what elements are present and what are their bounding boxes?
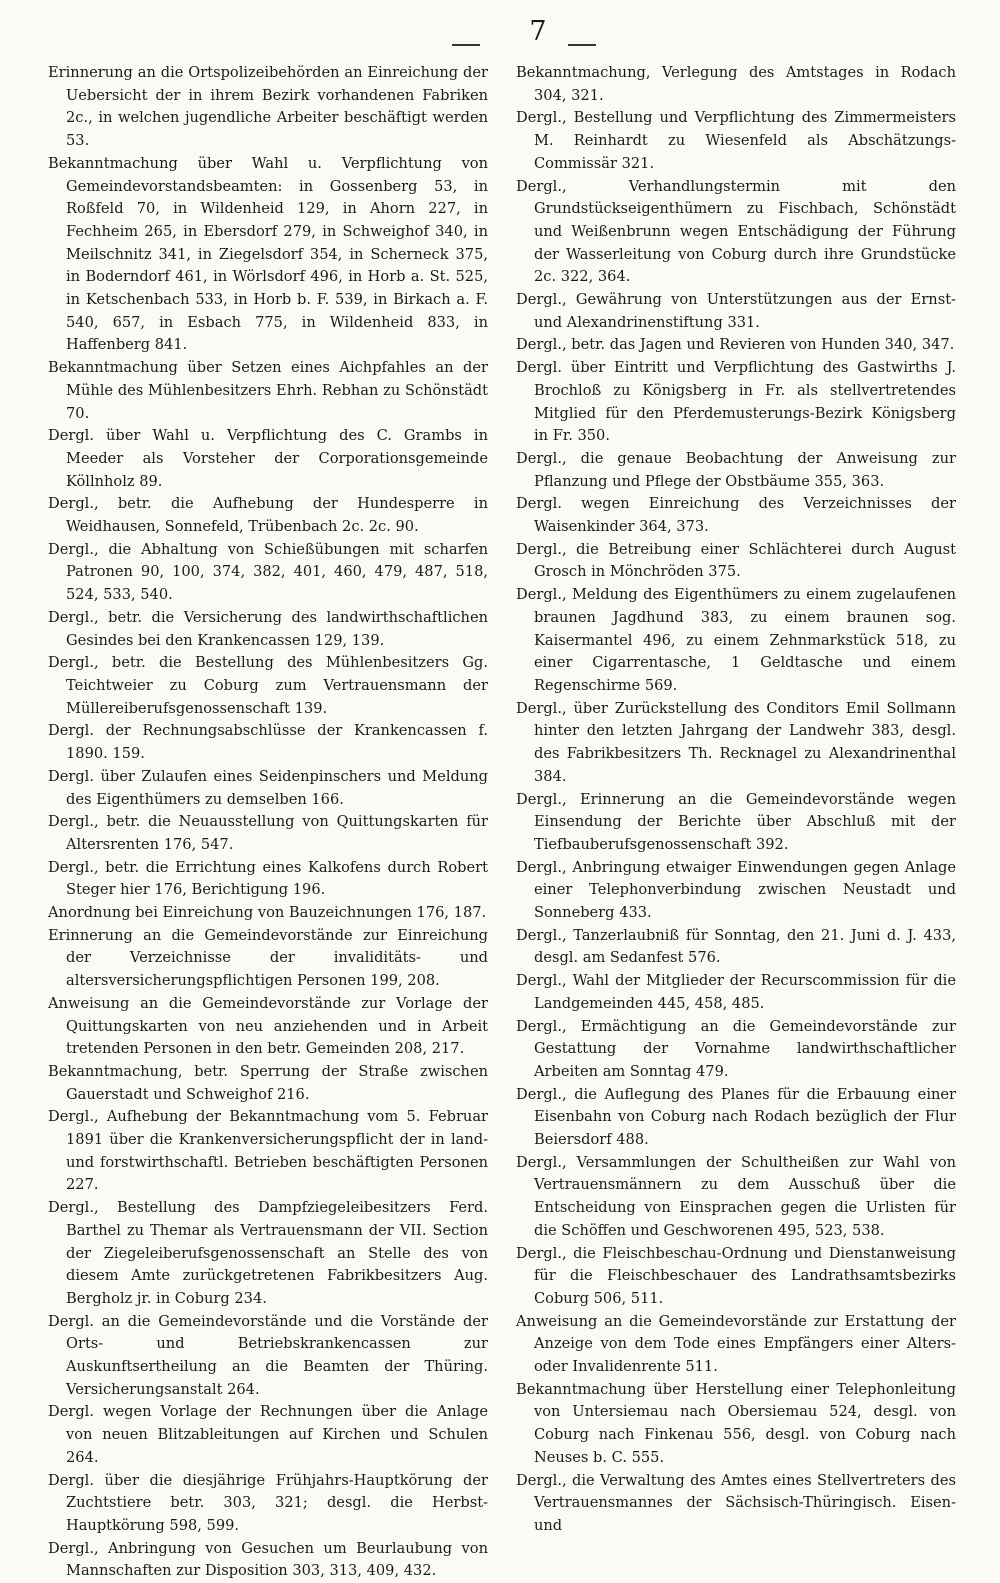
text-columns (48, 62, 958, 1583)
index-entry: Bekanntmachung über Wahl u. Verpflichtung von Gemeindevorstandsbeamten: in Gossenberg 53, in Roßfeld 70, in Wildenheid 129, in Ahorn 227, in Fechheim 265, in Ebersdorf 279, in Schweighof 340, in Meilschnitz 341, in Ziegelsdorf 354, in Scherneck 375, in Boderndorf 461, in Wörlsdorf 496, in Horb a. St. 525, in Ketschenbach 533, in Horb b. F. 539, in Birkach a. F. 540, 657, in Esbach 775, in Wildenheid 833, in Haffenberg 841. (48, 154, 488, 354)
index-entry: Dergl., Anbringung etwaiger Einwendungen gegen Anlage einer Telephonverbindung zwischen Neustadt und Sonneberg 433. (516, 858, 956, 922)
page-header (48, 14, 958, 62)
index-entry: Dergl., Meldung des Eigenthümers zu einem zugelaufenen braunen Jagdhund 383, zu einem braunen sog. Kaisermantel 496, zu einem Zehnmarkstück 518, zu einer Cigarrentasche, 1 Geldtasche und einem Regenschirme 569. (516, 586, 956, 694)
page-number: 7 (529, 16, 547, 47)
index-entry: Dergl., betr. die Versicherung des landwirthschaftlichen Gesindes bei den Krankencassen 129, 139. (48, 608, 488, 649)
index-entry: Dergl., die Betreibung einer Schlächterei durch August Grosch in Mönchröden 375. (516, 540, 956, 581)
index-entry: Dergl., über Zurückstellung des Conditors Emil Sollmann hinter den letzten Jahrgang der Landwehr 383, desgl. des Fabrikbesitzers Th. Recknagel zu Alexandrinenthal 384. (516, 699, 956, 785)
index-entry: Dergl., Aufhebung der Bekanntmachung vom 5. Februar 1891 über die Krankenversicherungspflicht der in land- und forstwirthschaftl. Betrieben beschäftigten Personen 227. (48, 1108, 488, 1194)
right-column (516, 62, 956, 1583)
index-entry: Dergl., die Auflegung des Planes für die Erbauung einer Eisenbahn von Coburg nach Rodach bezüglich der Flur Beiersdorf 488. (516, 1085, 956, 1149)
index-entry: Dergl. über Eintritt und Verpflichtung des Gastwirths J. Brochloß zu Königsberg in Fr. als stellvertretendes Mitglied für den Pferdemusterungs-Bezirk Königsberg in Fr. 350. (516, 359, 956, 445)
index-entry: Dergl., Verhandlungstermin mit den Grundstückseigenthümern zu Fischbach, Schönstädt und Weißenbrunn wegen Entschädigung der Führung der Wasserleitung von Coburg durch ihre Grundstücke 2c. 322, 364. (516, 177, 956, 286)
index-entry: Dergl., Erinnerung an die Gemeindevorstände wegen Einsendung der Berichte über Abschluß mit der Tiefbauberufsgenossenschaft 392. (516, 790, 956, 853)
index-entry: Dergl., Versammlungen der Schultheißen zur Wahl von Vertrauensmännern zu dem Ausschuß über die Entscheidung von Einsprachen gegen die Urlisten für die Schöffen und Geschworenen 495, 523, 538. (516, 1153, 956, 1239)
index-entry: Dergl., Ermächtigung an die Gemeindevorstände zur Gestattung der Vornahme landwirthschaftlicher Arbeiten am Sonntag 479. (516, 1017, 956, 1080)
index-entry: Erinnerung an die Ortspolizeibehörden an Einreichung der Uebersicht der in ihrem Bezirk vorhandenen Fabriken 2c., in welchen jugendliche Arbeiter beschäftigt werden 53. (48, 64, 488, 150)
left-column (48, 62, 488, 1583)
index-entry: Dergl., die Fleischbeschau-Ordnung und Dienstanweisung für die Fleischbeschauer des Landrathsamtsbezirks Coburg 506, 511. (516, 1244, 956, 1307)
index-entry: Dergl. wegen Einreichung des Verzeichnisses der Waisenkinder 364, 373. (516, 495, 956, 536)
index-entry: Dergl., Gewährung von Unterstützungen aus der Ernst- und Alexandrinenstiftung 331. (516, 291, 956, 331)
index-entry: Dergl. über Wahl u. Verpflichtung des C. Grambs in Meeder als Vorsteher der Corporationsgemeinde Köllnholz 89. (48, 427, 488, 490)
index-entry: Dergl., betr. das Jagen und Revieren von Hunden 340, 347. (516, 336, 955, 354)
index-entry: Dergl., betr. die Neuausstellung von Quittungskarten für Altersrenten 176, 547. (48, 813, 488, 853)
index-entry: Dergl., die Verwaltung des Amtes eines Stellvertreters des Vertrauensmannes der Sächsisch-Thüringisch. Eisen- und (516, 1471, 956, 1534)
index-entry: Dergl., die Abhaltung von Schießübungen mit scharfen Patronen 90, 100, 374, 382, 401, 460, 479, 487, 518, 524, 533, 540. (48, 540, 488, 604)
index-entry: Anweisung an die Gemeindevorstände zur Vorlage der Quittungskarten von neu anziehenden und in Arbeit tretenden Personen in den betr. Gemeinden 208, 217. (48, 994, 488, 1058)
index-entry: Dergl. wegen Vorlage der Rechnungen über die Anlage von neuen Blitzableitungen auf Kirchen und Schulen 264. (48, 1403, 488, 1466)
index-entry: Dergl., Anbringung von Gesuchen um Beurlaubung von Mannschaften zur Disposition 303, 313, 409, 432. (48, 1539, 488, 1580)
index-entry: Dergl. der Rechnungsabschlüsse der Krankencassen f. 1890. 159. (48, 722, 488, 763)
index-entry: Dergl. über Zulaufen eines Seidenpinschers und Meldung des Eigenthümers zu demselben 166. (48, 767, 488, 808)
index-entry: Dergl., Bestellung und Verpflichtung des Zimmermeisters M. Reinhardt zu Wiesenfeld als Abschätzungs-Commissär 321. (516, 109, 956, 172)
index-entry: Bekanntmachung über Herstellung einer Telephonleitung von Untersiemau nach Obersiemau 524, desgl. von Coburg nach Finkenau 556, desgl. von Coburg nach Neuses b. C. 555. (516, 1380, 956, 1466)
index-entry: Bekanntmachung, Verlegung des Amtstages in Rodach 304, 321. (516, 64, 956, 104)
index-entry: Dergl., Tanzerlaubniß für Sonntag, den 21. Juni d. J. 433, desgl. am Sedanfest 576. (516, 926, 956, 967)
header-dash-right (568, 44, 596, 46)
header-dash-left (452, 44, 480, 46)
index-entry: Dergl. über die diesjährige Frühjahrs-Hauptkörung der Zuchtstiere betr. 303, 321; desgl. die Herbst-Hauptkörung 598, 599. (48, 1471, 488, 1534)
index-entry: Bekanntmachung über Setzen eines Aichpfahles an der Mühle des Mühlenbesitzers Ehrh. Rebhan zu Schönstädt 70. (48, 359, 488, 422)
index-entry: Dergl., betr. die Bestellung des Mühlenbesitzers Gg. Teichtweier zu Coburg zum Vertrauensmann der Müllereiberufsgenossenschaft 139. (48, 654, 488, 717)
index-entry: Dergl., Wahl der Mitglieder der Recurscommission für die Landgemeinden 445, 458, 485. (516, 972, 956, 1012)
index-entry: Dergl., betr. die Errichtung eines Kalkofens durch Robert Steger hier 176, Berichtigung 196. (48, 858, 488, 899)
index-entry: Erinnerung an die Gemeindevorstände zur Einreichung der Verzeichnisse der invaliditäts- und altersversicherungspflichtigen Personen 199, 208. (48, 926, 488, 990)
index-entry: Anweisung an die Gemeindevorstände zur Erstattung der Anzeige von dem Tode eines Empfängers einer Alters- oder Invalidenrente 511. (516, 1312, 956, 1376)
index-entry: Dergl., die genaue Beobachtung der Anweisung zur Pflanzung und Pflege der Obstbäume 355, 363. (516, 449, 956, 490)
index-entry: Dergl. an die Gemeindevorstände und die Vorstände der Orts- und Betriebskrankencassen zur Auskunftsertheilung an die Beamten der Thüring. Versicherungsanstalt 264. (48, 1312, 488, 1398)
index-entry: Dergl., Bestellung des Dampfziegeleibesitzers Ferd. Barthel zu Themar als Vertrauensmann der VII. Section der Ziegeleiberufsgenossenschaft an Stelle des von diesem Amte zurückgetretenen Fabrikbesitzers Aug. Bergholz jr. in Coburg 234. (48, 1199, 488, 1307)
index-entry: Dergl., betr. die Aufhebung der Hundesperre in Weidhausen, Sonnefeld, Trübenbach 2c. 2c. 90. (48, 495, 488, 536)
index-entry: Anordnung bei Einreichung von Bauzeichnungen 176, 187. (48, 904, 487, 922)
index-entry: Bekanntmachung, betr. Sperrung der Straße zwischen Gauerstadt und Schweighof 216. (48, 1062, 488, 1103)
